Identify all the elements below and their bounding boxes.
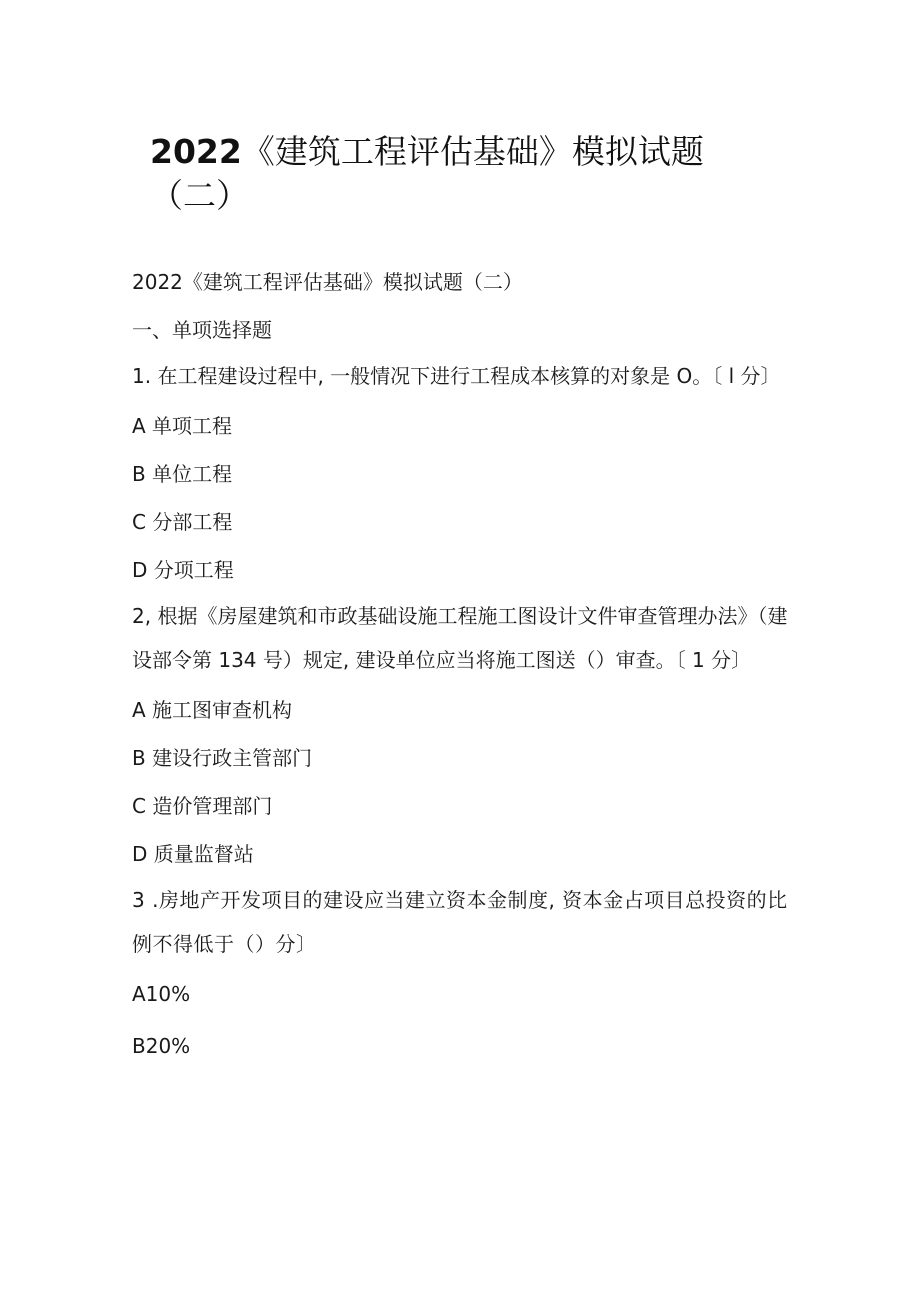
question-1-option-a: A 单项工程 [132, 414, 233, 438]
question-3-option-a: A10% [132, 982, 191, 1006]
question-2-option-c: C 造价管理部门 [132, 794, 273, 818]
question-1-stem: 1. 在工程建设过程中, 一般情况下进行工程成本核算的对象是 O。〔 l 分〕 [132, 364, 781, 388]
question-2-stem: 2, 根据《房屋建筑和市政基础设施工程施工图设计文件审查管理办法》（建设部令第 134 号）规定, 建设单位应当将施工图送（）审查。〔 1 分〕 [132, 604, 788, 672]
question-2-option-d: D 质量监督站 [132, 842, 254, 866]
section-heading: 一、单项选择题 [132, 318, 272, 342]
question-2-option-b: B 建设行政主管部门 [132, 746, 313, 770]
document-title [150, 130, 770, 218]
document-title-text: 《建筑工程评估基础》模拟试题（二） [150, 132, 704, 215]
question-1-option-c: C 分部工程 [132, 510, 233, 534]
question-1-option-b: B 单位工程 [132, 462, 233, 486]
document-subtitle: 2022《建筑工程评估基础》模拟试题（二） [132, 270, 523, 294]
question-1-option-d: D 分项工程 [132, 558, 234, 582]
document-title-year: 2022 [150, 132, 242, 171]
question-3-option-b: B20% [132, 1034, 191, 1058]
document-body [132, 258, 792, 1070]
question-3-stem: 3 .房地产开发项目的建设应当建立资本金制度, 资本金占项目总投资的比例不得低于（）分〕 [132, 888, 788, 956]
question-2-option-a: A 施工图审查机构 [132, 698, 293, 722]
